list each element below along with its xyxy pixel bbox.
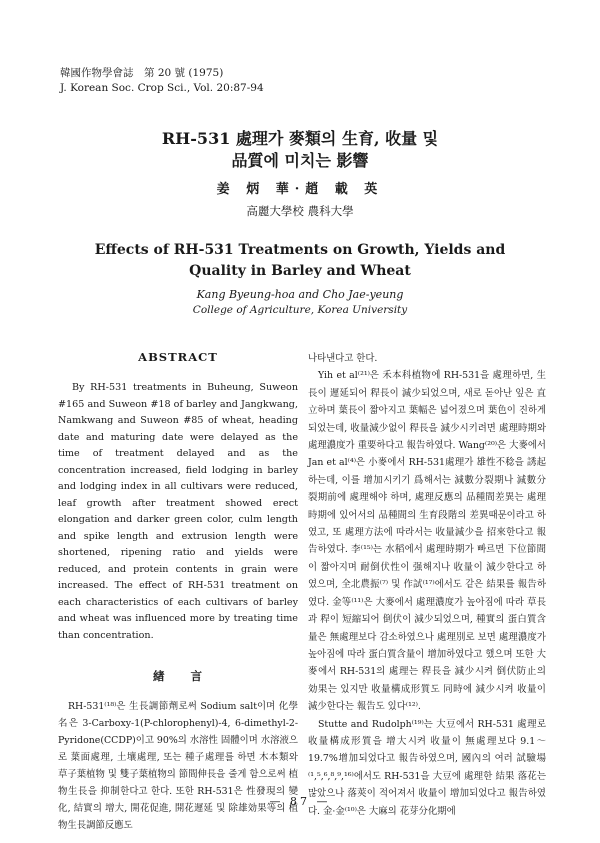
page-number: — 87 — — [269, 795, 331, 808]
intro-body: RH-531⁽¹⁸⁾은 生長調節劑로써 Sodium salt이며 化學名은 3-Carboxy-1(P-chlorophenyl)-4, 6-dimethyl-2-Pyridone(CCDP)이고 90%의 水溶性 固體이며 水溶液으로 葉面處理, 土壤處理, 또는 種子處理를 하면 木本類와 草子葉植物 및 雙子葉植物의 節間伸長을 줄게 함으로써 植物生長을 抑制한다고 한다. 또한 RH-531은 性發現의 變化, 結實의 增大, 開花促進, 開花遲延 및 除雄効果等의 植物生長調節反應도 — [58, 701, 299, 831]
institution-korean: 高麗大學校 農科大學 — [246, 204, 354, 218]
title-en-line1: Effects of RH-531 Treatments on Growth, Yields and — [94, 242, 506, 258]
authors-korean: 姜 炳 華·趙 載 英 — [216, 182, 384, 197]
journal-name-ko: 韓國作物學會誌 第 20 號 (1975) — [60, 67, 224, 79]
title-korean — [0, 128, 600, 172]
title-ko-line2: 品質에 미치는 影響 — [231, 151, 369, 170]
journal-header — [60, 66, 264, 96]
left-column — [58, 350, 298, 834]
abstract-heading: ABSTRACT — [138, 350, 218, 364]
title-english — [0, 240, 600, 282]
right-paragraph-2: Stutte and Rudolph⁽¹⁹⁾는 大豆에서 RH-531 處理로 收量構成形質을 增大시켜 收量이 無處理보다 9.1～19.7%增加되었다고 報告하였으며, 國內의 여러 試驗場⁽¹,⁵,⁶,⁸,⁹,¹⁶⁾에서도 RH-531을 大豆에 處理한 結果 落花는 많았으나 落莢이 적어져서 收量이 增加되었다고 報告하였다. 金·金⁽¹⁰⁾은 大麻의 花芽分化期에 — [308, 718, 546, 817]
right-paragraph-1: Yih et al⁽²¹⁾은 禾本科植物에 RH-531을 處理하면, 生長이 遲延되어 稈長이 減少되었으며, 새로 돋아난 잎은 直立하며 葉長이 짧아지고 葉幅은 넓어졌으며 葉色이 진하게 되었는데, 收量減少없이 稈長을 減少시키려면 處理時期와 處理濃度가 重要하다고 報告하였다. Wang⁽²⁰⁾은 大麥에서 Jan et al⁽⁴⁾은 小麥에서 RH-531處理가 雄性不稔을 誘起하는데, 이를 增加시키기 爲해서는 減數分裂期나 減數分裂期前에 處理해야 하며, 處理反應의 品種間差異는 處理時期에 있어서의 品種間의 生育段階의 差異때문이라고 하였고, 또 處理方法에 따라서는 收量減少을 招來한다고 報告하였다. 李⁽¹⁵⁾는 水稻에서 處理時期가 빠르면 下位節間이 짧아지며 耐倒伏性이 强해지나 收量이 減少한다고 하였으며, 全北農振⁽⁷⁾ 및 作試⁽¹⁷⁾에서도 같은 結果를 報告하였다. 金等⁽¹¹⁾은 大麥에서 處理濃度가 높아짐에 따라 草長과 稈이 短縮되어 倒伏이 減少되었으며, 種實의 蛋白質含量은 無處理보다 감소하였으나 處理別로 보면 處理濃度가 높아짐에 따라 蛋白質含量이 增加하였다고 했으며 또한 大麥에서 RH-531의 處理는 稈長을 減少시켜 倒伏防止의 効果는 있지만 收量構成形質도 同時에 減少시켜 收量이 減少한다는 報告도 있다⁽¹²⁾. — [308, 370, 546, 713]
right-column — [308, 350, 546, 820]
title-en-line2: Quality in Barley and Wheat — [189, 263, 411, 279]
abstract-body: By RH-531 treatments in Buheung, Suweon #165 and Suweon #18 of barley and Jangkwang, Namkwang and Suweon #85 of wheat, heading date and maturing date were delayed as the time of treatment delayed and as the concentration increased, field lodging in barley and lodging index in all cultivars were reduced, leaf growth after treatment showed erect elongation and darker green color, culm length and spike length and extrusion length were shortened, ripening ratio and yields were reduced, and protein contents in grain were increased. The effect of RH-531 treatment on each characteristics of each cultivars of barley and wheat was influenced more by treating time than concentration. — [58, 382, 298, 641]
title-ko-line1: RH-531 處理가 麥類의 生育, 收量 및 — [161, 129, 439, 148]
right-paragraph-0: 나타낸다고 한다. — [308, 353, 378, 364]
institution-english: College of Agriculture, Korea University — [192, 304, 408, 316]
journal-name-en: J. Korean Soc. Crop Sci., Vol. 20:87-94 — [60, 82, 264, 94]
intro-heading: 緖 言 — [153, 669, 203, 683]
authors-english: Kang Byeung-hoa and Cho Jae-yeung — [196, 288, 404, 301]
